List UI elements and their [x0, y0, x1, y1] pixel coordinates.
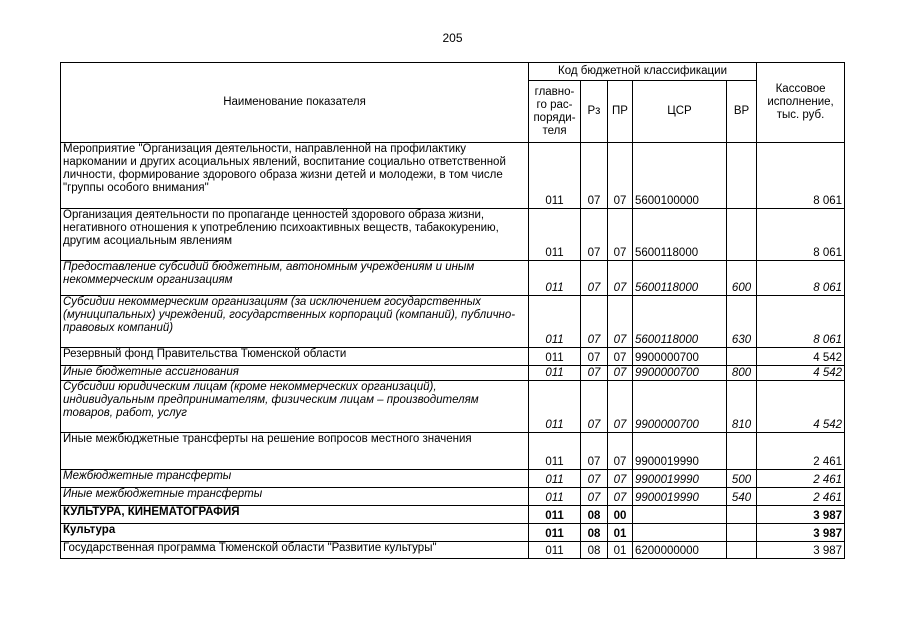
table-row — [61, 261, 845, 296]
row-name: Культура — [61, 524, 529, 542]
table-row — [61, 296, 845, 348]
row-pr: 07 — [608, 209, 633, 261]
row-name: Резервный фонд Правительства Тюменской области — [61, 348, 529, 366]
row-name: Организация деятельности по пропаганде ценностей здорового образа жизни, негативного отношения к употреблению психоактивных веществ, табакокурению, другим асоциальным явлениям — [61, 209, 529, 261]
row-csr: 6200000000 — [633, 542, 727, 559]
row-name: Иные межбюджетные трансферты — [61, 488, 529, 506]
row-vr — [727, 542, 757, 559]
row-vr: 600 — [727, 261, 757, 296]
row-rz: 07 — [581, 209, 608, 261]
row-pr: 07 — [608, 348, 633, 366]
row-glav: 011 — [529, 348, 581, 366]
row-glav: 011 — [529, 506, 581, 524]
header-csr: ЦСР — [633, 81, 727, 143]
row-amount: 8 061 — [757, 143, 845, 209]
row-csr: 9900019990 — [633, 433, 727, 470]
row-name: Иные межбюджетные трансферты на решение вопросов местного значения — [61, 433, 529, 470]
header-kbk-group: Код бюджетной классификации — [529, 63, 757, 81]
row-csr — [633, 506, 727, 524]
row-glav: 011 — [529, 381, 581, 433]
header-vr: ВР — [727, 81, 757, 143]
row-csr: 5600118000 — [633, 261, 727, 296]
row-vr — [727, 506, 757, 524]
row-glav: 011 — [529, 366, 581, 381]
row-csr: 5600118000 — [633, 296, 727, 348]
row-rz: 07 — [581, 433, 608, 470]
row-pr: 07 — [608, 488, 633, 506]
row-pr: 07 — [608, 381, 633, 433]
row-rz: 07 — [581, 488, 608, 506]
header-name: Наименование показателя — [61, 63, 529, 143]
row-amount: 4 542 — [757, 348, 845, 366]
table-row — [61, 348, 845, 366]
row-name: Субсидии юридическим лицам (кроме некоммерческих организаций), индивидуальным предпринимателям, физическим лицам – производителям товаров, работ, услуг — [61, 381, 529, 433]
row-pr: 01 — [608, 542, 633, 559]
row-amount: 3 987 — [757, 524, 845, 542]
table-row — [61, 524, 845, 542]
row-amount: 2 461 — [757, 470, 845, 488]
row-name: Субсидии некоммерческим организациям (за исключением государственных (муниципальных) учреждений, государственных корпораций (компаний), публично-правовых компаний) — [61, 296, 529, 348]
row-csr: 9900019990 — [633, 488, 727, 506]
header-pr: ПР — [608, 81, 633, 143]
row-rz: 08 — [581, 524, 608, 542]
row-csr — [633, 524, 727, 542]
row-name: КУЛЬТУРА, КИНЕМАТОГРАФИЯ — [61, 506, 529, 524]
row-pr: 07 — [608, 470, 633, 488]
table-body — [61, 143, 845, 559]
row-glav: 011 — [529, 433, 581, 470]
row-csr: 9900019990 — [633, 470, 727, 488]
table-row — [61, 470, 845, 488]
row-csr: 9900000700 — [633, 348, 727, 366]
table-row — [61, 506, 845, 524]
budget-table — [60, 62, 845, 559]
header-amount: Кассовое исполнение, тыс. руб. — [757, 63, 845, 143]
row-rz: 07 — [581, 348, 608, 366]
row-rz: 07 — [581, 296, 608, 348]
table-row — [61, 366, 845, 381]
row-pr: 07 — [608, 433, 633, 470]
table-row — [61, 381, 845, 433]
row-name: Мероприятие "Организация деятельности, направленной на профилактику наркомании и других асоциальных явлений, воспитание социально ответственной личности, формирование здорового образа жизни детей и молодежи, в том числе "группы особого внимания" — [61, 143, 529, 209]
row-csr: 5600118000 — [633, 209, 727, 261]
row-vr: 810 — [727, 381, 757, 433]
table-row — [61, 488, 845, 506]
table-row — [61, 209, 845, 261]
row-csr: 9900000700 — [633, 381, 727, 433]
row-glav: 011 — [529, 524, 581, 542]
row-pr: 00 — [608, 506, 633, 524]
row-rz: 07 — [581, 261, 608, 296]
row-name: Межбюджетные трансферты — [61, 470, 529, 488]
row-amount: 3 987 — [757, 506, 845, 524]
row-pr: 07 — [608, 296, 633, 348]
table-row — [61, 433, 845, 470]
row-rz: 07 — [581, 143, 608, 209]
row-pr: 07 — [608, 366, 633, 381]
row-amount: 8 061 — [757, 296, 845, 348]
table-row — [61, 143, 845, 209]
page-number: 205 — [442, 31, 463, 45]
row-rz: 07 — [581, 366, 608, 381]
row-glav: 011 — [529, 470, 581, 488]
row-name: Предоставление субсидий бюджетным, автономным учреждениям и иным некоммерческим организациям — [61, 261, 529, 296]
row-vr — [727, 433, 757, 470]
row-vr — [727, 143, 757, 209]
row-glav: 011 — [529, 296, 581, 348]
row-pr: 01 — [608, 524, 633, 542]
header-glav: главно-го рас-поряди-теля — [529, 81, 581, 143]
row-glav: 011 — [529, 488, 581, 506]
row-amount: 3 987 — [757, 542, 845, 559]
row-name: Государственная программа Тюменской области "Развитие культуры" — [61, 542, 529, 559]
row-pr: 07 — [608, 261, 633, 296]
row-vr: 800 — [727, 366, 757, 381]
row-rz: 07 — [581, 381, 608, 433]
row-glav: 011 — [529, 542, 581, 559]
row-amount: 4 542 — [757, 366, 845, 381]
row-rz: 07 — [581, 470, 608, 488]
row-name: Иные бюджетные ассигнования — [61, 366, 529, 381]
row-csr: 5600100000 — [633, 143, 727, 209]
row-amount: 2 461 — [757, 433, 845, 470]
row-vr — [727, 348, 757, 366]
header-rz: Рз — [581, 81, 608, 143]
row-pr: 07 — [608, 143, 633, 209]
row-amount: 8 061 — [757, 261, 845, 296]
row-vr: 540 — [727, 488, 757, 506]
row-amount: 2 461 — [757, 488, 845, 506]
row-glav: 011 — [529, 261, 581, 296]
row-amount: 8 061 — [757, 209, 845, 261]
row-glav: 011 — [529, 209, 581, 261]
row-rz: 08 — [581, 506, 608, 524]
row-glav: 011 — [529, 143, 581, 209]
row-vr: 500 — [727, 470, 757, 488]
row-vr — [727, 524, 757, 542]
table-row — [61, 542, 845, 559]
row-vr: 630 — [727, 296, 757, 348]
row-vr — [727, 209, 757, 261]
row-csr: 9900000700 — [633, 366, 727, 381]
row-rz: 08 — [581, 542, 608, 559]
row-amount: 4 542 — [757, 381, 845, 433]
